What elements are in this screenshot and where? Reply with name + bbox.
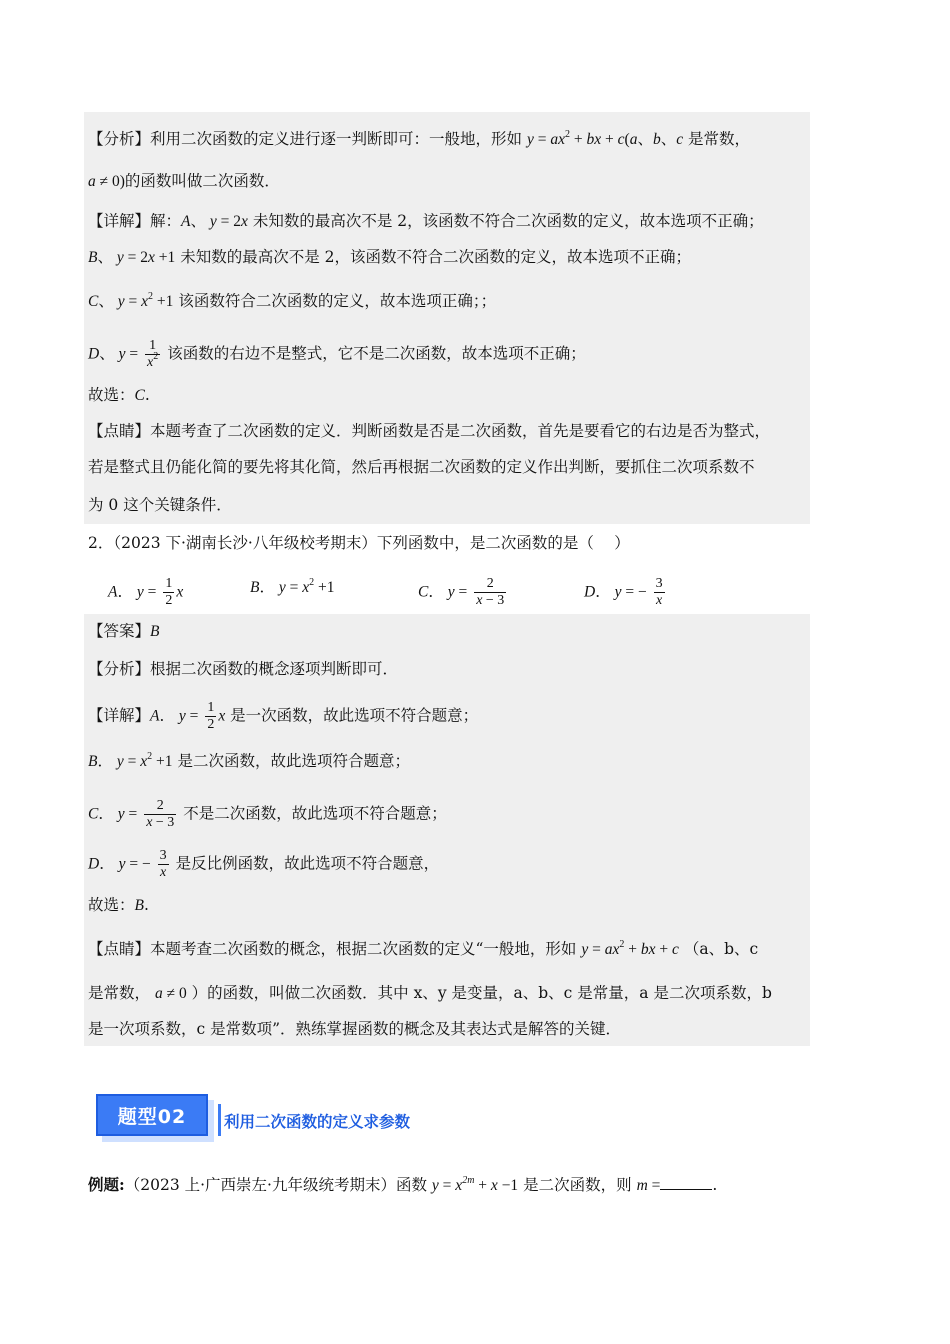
- section-divider: [218, 1104, 221, 1136]
- q1-comment-2: 若是整式且仍能化简的要先将其化简，然后再根据二次函数的定义作出判断，要抓住二次项系数不: [88, 458, 755, 476]
- q2-analysis: 【分析】根据二次函数的概念逐项判断即可．: [88, 660, 399, 678]
- q2-answer: 【答案】B: [88, 622, 160, 640]
- section-badge: [96, 1094, 218, 1146]
- q2-detail-a: 【详解】A． y = $\frac{1}{2}$ x 是一次函数，故此选项不符合题意；: [88, 700, 479, 732]
- q2-detail-d: D． y = − $\frac{3}{x}$ 是反比例函数，故此选项不符合题意，: [88, 848, 440, 880]
- q1-detail-d: D、 y = $\frac{1}{x^2}$ 该函数的右边不是整式，它不是二次函数，故本选项不正确；: [88, 338, 586, 370]
- q2-comment-2: 是常数， a ≠ 0 ）的函数，叫做二次函数．其中 x、y 是变量，a、b、c 是常量，a 是二次项系数，b: [88, 984, 772, 1002]
- q1-analysis-line2: a ≠ 0)的函数叫做二次函数．: [88, 172, 280, 190]
- q2-detail-b: B． $y = x^2 +1$ 是二次函数，故此选项符合题意；: [88, 751, 410, 770]
- q2-option-b: B． $y = x^2 +1$: [250, 577, 335, 596]
- q1-choose: 故选：C.: [88, 386, 150, 404]
- example-line: 例题:（2023 上·广西崇左·九年级统考期末）函数 $y = x^{2m} + x -1$ 是二次函数，则 m = .: [88, 1175, 718, 1194]
- q1-detail-c: C、 $y = x^2 +1$ 该函数符合二次函数的定义，故本选项正确；；: [88, 291, 497, 310]
- section-title: 利用二次函数的定义求参数: [224, 1113, 411, 1131]
- q2-comment-1: 【点睛】本题考查二次函数的概念，根据二次函数的定义“一般地，形如 $y = ax^2$ + bx + c （a、b、c: [88, 939, 759, 958]
- q1-analysis-line1: 【分析】利用二次函数的定义进行逐一判断即可：一般地，形如 $y = ax^2$ + bx + c(a、b、c 是常数，: [88, 129, 751, 148]
- q2-stem: 2．（2023 下·湖南长沙·八年级校考期末）下列函数中，是二次函数的是（ ）: [88, 534, 630, 552]
- q1-comment-1: 【点睛】本题考查了二次函数的定义．判断函数是否是二次函数，首先是要看它的右边是否为整式，: [88, 422, 771, 440]
- q1-comment-3: 为 0 这个关键条件．: [88, 496, 232, 514]
- q2-option-a: A． y = $\frac{1}{2}$ x: [108, 576, 184, 608]
- q2-option-d: D． y = − $\frac{3}{x}$: [584, 576, 663, 608]
- badge-label: 题型02: [96, 1094, 208, 1136]
- q2-option-c: C． y = $\frac{2}{x - 3}$: [418, 576, 505, 608]
- answer-blank[interactable]: [660, 1175, 712, 1190]
- q2-detail-c: C． y = $\frac{2}{x - 3}$ 不是二次函数，故此选项不符合题意；: [88, 798, 447, 830]
- q1-detail-a: 【详解】解：A、 y = 2x 未知数的最高次不是 2，该函数不符合二次函数的定义，故本选项不正确；: [88, 212, 764, 230]
- q2-choose: 故选：B.: [88, 896, 149, 914]
- q2-comment-3: 是一次项系数，c 是常数项”．熟练掌握函数的概念及其表达式是解答的关键．: [88, 1020, 622, 1038]
- q1-detail-b: B、 y = 2x +1 未知数的最高次不是 2，该函数不符合二次函数的定义，故本选项不正确；: [88, 248, 691, 266]
